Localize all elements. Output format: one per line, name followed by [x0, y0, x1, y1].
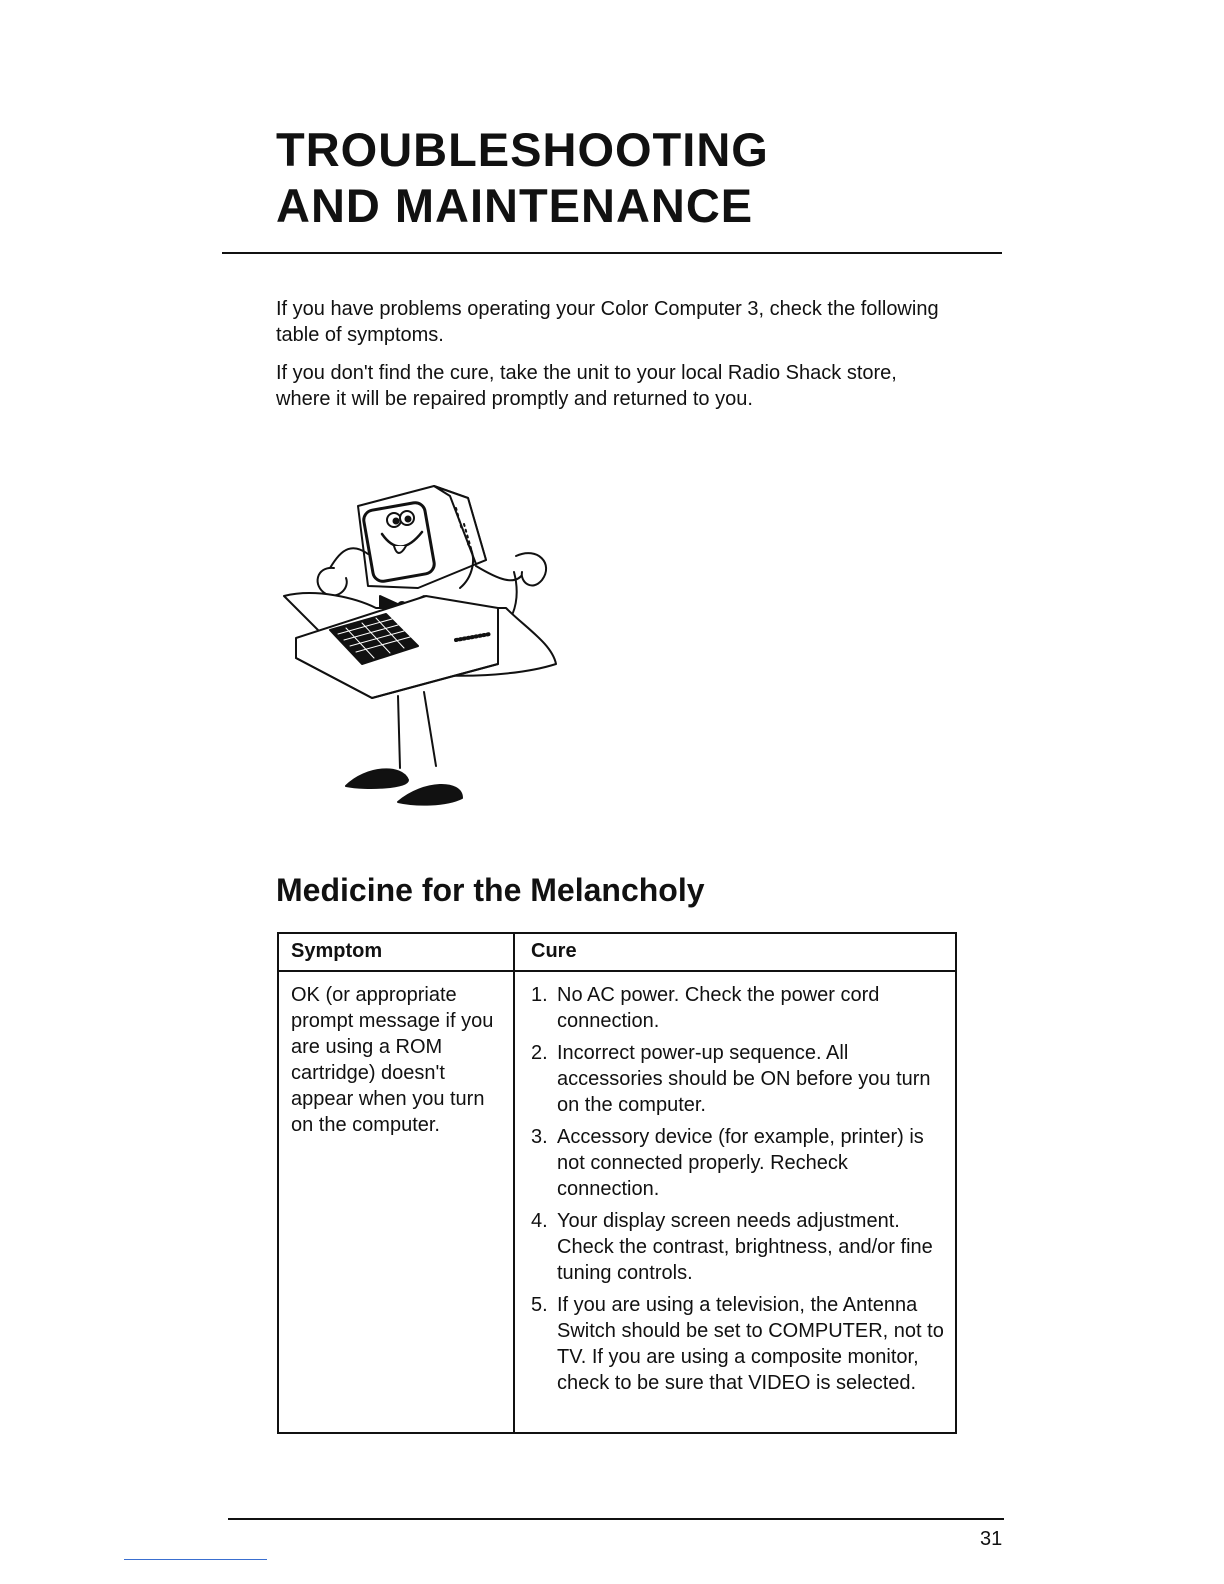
cure-number: 5.: [531, 1294, 548, 1316]
page-number: 31: [980, 1528, 1003, 1550]
intro-paragraph-2: If you don't find the cure, take the unit to your local Radio Shack store, where it will be repaired promptly and returned to you.: [276, 362, 897, 410]
symptom-cell: OK (or appropriate prompt message if you are using a ROM cartridge) doesn't appear when you turn on the computer.: [291, 984, 494, 1136]
computer-mascot-illustration: [276, 468, 576, 808]
page-title: [276, 122, 769, 234]
section-title: Medicine for the Melancholy: [276, 872, 705, 908]
cure-text: Accessory device (for example, printer) is not connected properly. Recheck connection.: [557, 1126, 924, 1200]
cure-number: 1.: [531, 984, 548, 1006]
cure-list: [531, 982, 947, 1402]
column-header-cure: Cure: [531, 940, 577, 962]
bottom-divider: [228, 1518, 1004, 1520]
top-divider: [222, 252, 1002, 254]
cure-number: 3.: [531, 1126, 548, 1148]
cure-number: 4.: [531, 1210, 548, 1232]
table-header-row: [279, 934, 955, 972]
column-header-symptom: Symptom: [291, 940, 383, 962]
cure-item: [531, 1292, 947, 1396]
page-title-line-2: AND MAINTENANCE: [276, 179, 754, 232]
intro-text: [276, 296, 956, 424]
intro-paragraph-1: If you have problems operating your Color Computer 3, check the following table of symptoms.: [276, 298, 939, 346]
cure-text: Your display screen needs adjustment. Check the contrast, brightness, and/or fine tuning controls.: [557, 1210, 933, 1284]
cure-item: [531, 1040, 947, 1118]
cure-text: Incorrect power-up sequence. All accessories should be ON before you turn on the computer.: [557, 1042, 931, 1116]
cure-item: [531, 1208, 947, 1286]
column-divider: [513, 934, 515, 1432]
cure-item: [531, 1124, 947, 1202]
cure-text: If you are using a television, the Antenna Switch should be set to COMPUTER, not to TV. If you are using a composite monitor, check to be sure that VIDEO is selected.: [557, 1294, 944, 1394]
cure-number: 2.: [531, 1042, 548, 1064]
cure-item: [531, 982, 947, 1034]
scan-artifact-line: [124, 1559, 267, 1560]
page-title-line-1: TROUBLESHOOTING: [276, 123, 769, 176]
troubleshooting-table: [277, 932, 957, 1434]
cure-text: No AC power. Check the power cord connection.: [557, 984, 880, 1032]
